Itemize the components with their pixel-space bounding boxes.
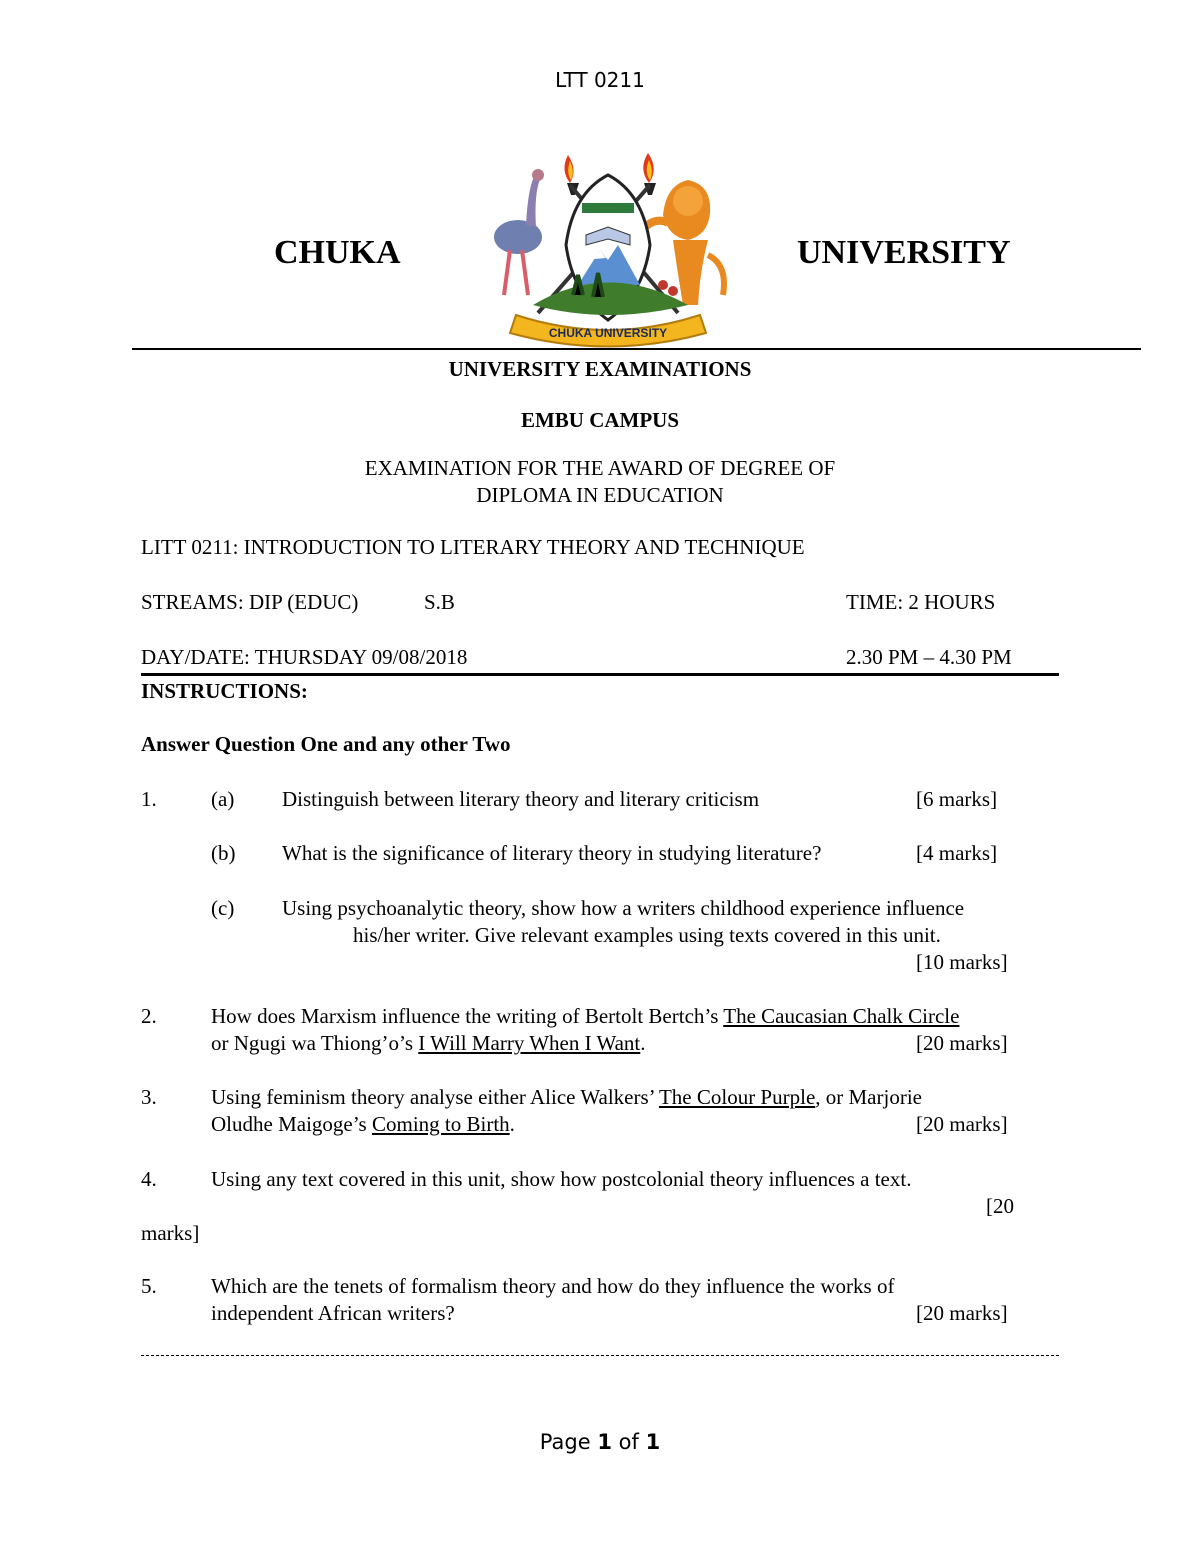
q1c-line2: his/her writer. Give relevant examples using texts covered in this unit.: [353, 923, 941, 947]
q2-line2-end: .: [640, 1031, 646, 1055]
q2-marks: [20 marks]: [916, 1031, 1008, 1055]
streams-sb: S.B: [424, 590, 455, 614]
daydate-label: DAY/DATE: THURSDAY 09/08/2018: [141, 645, 468, 669]
q3-line1-end: , or Marjorie: [815, 1085, 922, 1109]
q1c-letter: (c): [211, 896, 235, 920]
q1b-text: What is the significance of literary theory in studying literature?: [282, 841, 822, 865]
q1c-marks: [10 marks]: [916, 950, 1008, 974]
q2-title-1: The Caucasian Chalk Circle: [723, 1004, 960, 1028]
q4-text: Using any text covered in this unit, show how postcolonial theory influences a text.: [211, 1167, 912, 1191]
q5-number: 5.: [141, 1274, 157, 1298]
footer-page-total: 1: [645, 1430, 661, 1454]
streams-label: STREAMS: DIP (EDUC): [141, 590, 359, 614]
award-line-1: EXAMINATION FOR THE AWARD OF DEGREE OF: [364, 456, 836, 480]
q4-marks-a: [20: [986, 1194, 1014, 1218]
q3-title-1: The Colour Purple: [658, 1085, 816, 1109]
q5-marks: [20 marks]: [916, 1301, 1008, 1325]
q1-number: 1.: [141, 787, 157, 811]
q2-line2-text: or Ngugi wa Thiong’o’s: [211, 1031, 419, 1055]
q5-line2: independent African writers?: [211, 1301, 455, 1325]
q2-line2: [211, 1030, 646, 1057]
q3-line2-text: Oludhe Maigoge’s: [211, 1112, 372, 1136]
q3-line1: [211, 1084, 922, 1111]
instructions-text: Answer Question One and any other Two: [141, 732, 511, 756]
q3-line1-text: Using feminism theory analyse either Alice Walkers’: [211, 1085, 659, 1109]
end-dashed-rule: [141, 1355, 1059, 1356]
q3-title-2: Coming to Birth: [371, 1112, 510, 1136]
meta-rule: [141, 673, 1059, 676]
q2-line1: [211, 1003, 959, 1030]
campus-title: EMBU CAMPUS: [520, 408, 680, 432]
q3-marks: [20 marks]: [916, 1112, 1008, 1136]
footer-of-label: of: [618, 1430, 639, 1454]
footer-page-label: Page: [539, 1430, 591, 1454]
q1a-marks: [6 marks]: [916, 787, 998, 811]
footer-page-number: 1: [597, 1430, 612, 1454]
q5-line1: Which are the tenets of formalism theory and how do they influence the works of: [211, 1274, 895, 1298]
q3-line2-end: .: [509, 1112, 515, 1136]
q1a-text: Distinguish between literary theory and literary criticism: [282, 787, 760, 811]
header-code: LTT 0211: [555, 68, 645, 92]
q4-number: 4.: [141, 1167, 157, 1191]
course-title: LITT 0211: INTRODUCTION TO LITERARY THEORY AND TECHNIQUE: [141, 535, 805, 559]
page-footer: [0, 1430, 1200, 1454]
hours-label: 2.30 PM – 4.30 PM: [846, 645, 1012, 669]
q2-title-2: I Will Marry When I Want: [418, 1031, 641, 1055]
banner-left: CHUKA: [274, 234, 401, 271]
crest-ribbon-text: CHUKA UNIVERSITY: [548, 326, 668, 340]
q1c-line1: Using psychoanalytic theory, show how a writers childhood experience influence: [282, 896, 965, 920]
q4-marks-b: marks]: [141, 1221, 200, 1245]
q2-line1-text: How does Marxism influence the writing of Bertolt Bertch’s: [211, 1004, 724, 1028]
q1b-marks: [4 marks]: [916, 841, 998, 865]
q2-number: 2.: [141, 1004, 157, 1028]
header-rule: [132, 348, 1141, 350]
q3-line2: [211, 1111, 515, 1138]
university-crest-logo: [478, 145, 738, 350]
award-line-2: DIPLOMA IN EDUCATION: [476, 483, 724, 507]
q1b-letter: (b): [211, 841, 236, 865]
time-label: TIME: 2 HOURS: [846, 590, 996, 614]
exam-title: UNIVERSITY EXAMINATIONS: [448, 357, 752, 381]
q1a-letter: (a): [211, 787, 235, 811]
banner-right: UNIVERSITY: [797, 234, 1011, 271]
q3-number: 3.: [141, 1085, 157, 1109]
instructions-label: INSTRUCTIONS:: [141, 679, 308, 703]
